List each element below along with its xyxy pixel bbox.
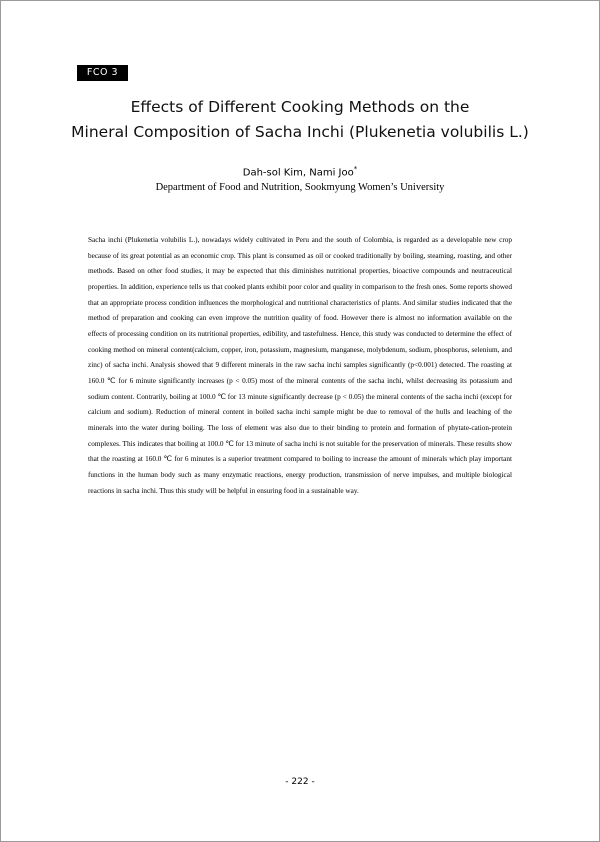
author-names: Dah-sol Kim, Nami Joo	[242, 167, 354, 179]
session-code-badge: FCO 3	[77, 65, 128, 81]
author-list	[0, 162, 600, 180]
abstract-body: Sacha inchi (Plukenetia volubilis L.), nowadays widely cultivated in Peru and the south of Colombia, is regarded as a developable new crop because of its great potential as an economic crop. This plant is consumed as oil or cooked traditionally by boiling, steaming, roasting, and other methods. Based on other food studies, it may be expected that this diminishes nutritional properties, bioactive compounds and neutraceutical properties. In addition, experience tells us that cooked plants exhibit poor color and quality in comparison to the fresh ones. Some reports showed that an appropriate process condition influences the morphological and nutritional characteristics of plants. And similar studies indicated that the method of preparation and cooking can even improve the nutrition quality of food. However there is almost no information available on the effects of processing condition on its nutritional properties, edibility, and tastefulness. Hence, this study was conducted to determine the effect of cooking method on mineral content(calcium, copper, iron, potassium, magnesium, manganese, molybdenum, sodium, phosphorus, selenium, and zinc) of sacha inchi. Analysis showed that 9 different minerals in the raw sacha inchi samples significantly (p<0.001) detected. The roasting at 160.0 ℃ for 6 minute significantly increases (p < 0.05) most of the mineral contents of the sacha inchi, whilst decreasing its potassium and sodium content. Contrarily, boiling at 100.0 ℃ for 13 minute significantly decrease (p < 0.05) the mineral contents of the sacha inchi (except for calcium and sodium). Reduction of mineral content in boiled sacha inchi sample might be due to removal of the hulls and leaching of the minerals into the water during boiling. The loss of element was also due to their binding to protein and formation of phytate-cation-protein complexes. This indicates that boiling at 100.0 ℃ for 13 minute of sacha inchi is not suitable for the preservation of minerals. These results show that the roasting at 160.0 ℃ for 6 minutes is a superior treatment compared to boiling to increase the amount of minerals which play important functions in the human body such as many enzymatic reactions, energy production, transmission of nerve impulses, and multiple biological reactions in sacha inchi. Thus this study will be helpful in ensuring food in a sustainable way.	[88, 236, 512, 495]
title-line-1: Effects of Different Cooking Methods on the	[130, 98, 470, 116]
affiliation: Department of Food and Nutrition, Sookmyung Women’s University	[155, 182, 445, 193]
corresponding-author-mark: *	[353, 165, 358, 173]
page-number: - 222 -	[285, 777, 315, 787]
title-line-2: Mineral Composition of Sacha Inchi (Plukenetia volubilis L.)	[71, 123, 529, 141]
paper-title	[40, 95, 560, 145]
